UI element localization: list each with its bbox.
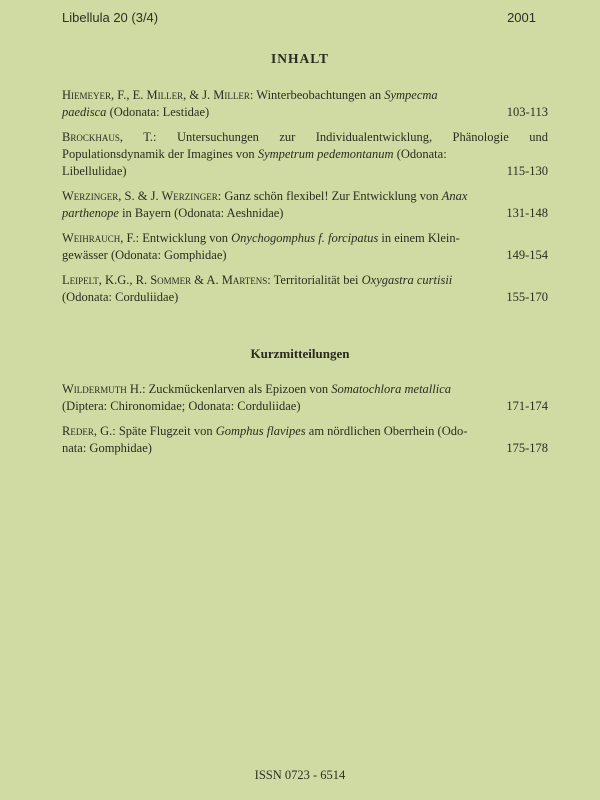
- entry-authors: Werzinger, S. & J. Werzinger:: [62, 189, 222, 203]
- entry-title-text: (Diptera: Chironomidae; Odonata: Corduliidae): [62, 399, 301, 413]
- entry-title-text: (Odonata: Corduliidae): [62, 290, 179, 304]
- entry-last-line: [62, 163, 548, 180]
- journal-issue: Libellula 20 (3/4): [62, 10, 159, 25]
- toc-entry: [62, 188, 548, 222]
- toc-entry: [62, 230, 548, 264]
- entry-taxon: parthenope: [62, 206, 119, 220]
- publication-year: 2001: [507, 10, 536, 25]
- short-notes-list: [62, 381, 548, 465]
- entry-line: [62, 188, 548, 205]
- entry-pages: 149-154: [506, 248, 548, 262]
- entry-line: [62, 381, 548, 398]
- entry-line: [62, 272, 548, 289]
- entry-last-line: [62, 104, 548, 121]
- entry-line: [62, 129, 548, 163]
- entry-title-text: nata: Gomphidae): [62, 441, 152, 455]
- entry-title-text: Ganz schön flexibel! Zur Entwicklung von: [221, 189, 442, 203]
- entry-title-text: (Odonata: Lestidae): [106, 105, 210, 119]
- entry-title-text: in Bayern (Odonata: Aeshnidae): [118, 206, 284, 220]
- toc-entry: [62, 381, 548, 415]
- entry-last-line: [62, 398, 548, 415]
- entry-title-text: (Odonata:: [393, 147, 447, 161]
- toc-entry: [62, 423, 548, 457]
- entry-pages: 115-130: [506, 164, 548, 178]
- entry-pages: 103-113: [506, 105, 548, 119]
- entry-pages: 131-148: [506, 206, 548, 220]
- article-list: [62, 87, 548, 314]
- toc-entry: [62, 129, 548, 180]
- entry-last-line: [62, 289, 548, 306]
- issn-number: ISSN 0723 - 6514: [254, 768, 346, 782]
- entry-authors: Wildermuth H.:: [62, 382, 146, 396]
- entry-pages: 171-174: [506, 399, 548, 413]
- entry-title-text: gewässer (Odonata: Gomphidae): [62, 248, 227, 262]
- entry-taxon: paedisca: [62, 105, 107, 119]
- entry-line: [62, 230, 548, 247]
- entry-title-text: Zuckmückenlarven als Epizoen von: [145, 382, 332, 396]
- entry-title-text: Libellulidae): [62, 164, 127, 178]
- page-header: [62, 9, 536, 26]
- entry-authors: Reder, G.:: [62, 424, 116, 438]
- entry-authors: Hiemeyer, F., E. Miller, & J. Miller:: [62, 88, 254, 102]
- entry-title-text: Winterbeobachtungen an: [253, 88, 385, 102]
- entry-title-text: Entwicklung von: [139, 231, 232, 245]
- entry-taxon: Gomphus flavipes: [215, 424, 306, 438]
- entry-taxon: Sympecma: [384, 88, 438, 102]
- entry-taxon: Onychogomphus f. forcipatus: [231, 231, 379, 245]
- entry-line: [62, 87, 548, 104]
- entry-pages: 175-178: [506, 441, 548, 455]
- entry-last-line: [62, 205, 548, 222]
- entry-last-line: [62, 247, 548, 264]
- short-notes-heading: Kurzmitteilungen: [250, 346, 350, 361]
- toc-entry: [62, 87, 548, 121]
- contents-heading: INHALT: [270, 51, 330, 66]
- entry-authors: Weihrauch, F.:: [62, 231, 140, 245]
- entry-authors: Brockhaus, T.:: [62, 130, 157, 144]
- entry-taxon: Somatochlora metallica: [331, 382, 452, 396]
- entry-pages: 155-170: [506, 290, 548, 304]
- entry-title-text: am nördlichen Oberrhein (Odo-: [305, 424, 468, 438]
- entry-authors: Leipelt, K.G., R. Sommer & A. Martens:: [62, 273, 271, 287]
- entry-last-line: [62, 440, 548, 457]
- entry-taxon: Sympetrum pedemontanum: [257, 147, 394, 161]
- entry-taxon: Anax: [441, 189, 468, 203]
- entry-taxon: Oxygastra curtisii: [361, 273, 453, 287]
- toc-entry: [62, 272, 548, 306]
- entry-title-text: Territorialität bei: [270, 273, 362, 287]
- entry-title-text: in einem Klein-: [378, 231, 460, 245]
- entry-line: [62, 423, 548, 440]
- entry-title-text: Untersuchungen zur Individualentwicklung, Phänologie und Populationsdynamik der Imagines von: [62, 130, 548, 161]
- entry-title-text: Späte Flugzeit von: [115, 424, 216, 438]
